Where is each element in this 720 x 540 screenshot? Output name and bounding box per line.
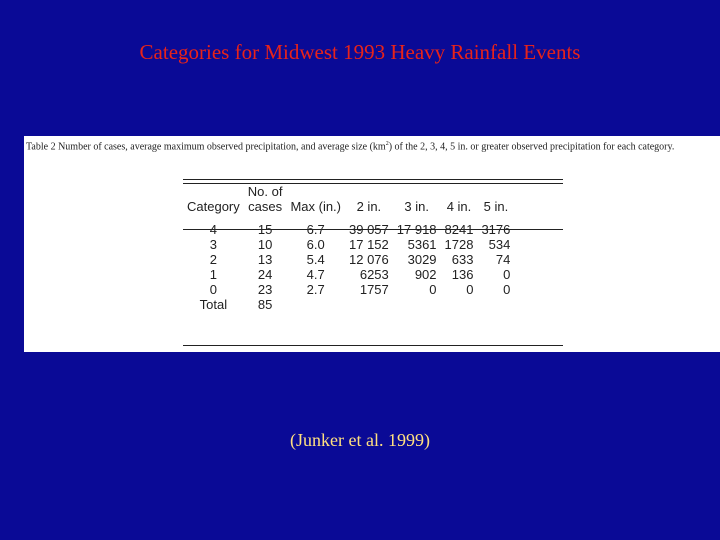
cell: 5.4 xyxy=(306,252,325,267)
caption-text-post: ) of the 2, 3, 4, 5 in. or greater observed precipitation for each category. xyxy=(388,141,675,153)
cell: 6253 xyxy=(359,267,389,282)
header-cell-5in: 5 in. xyxy=(483,199,509,214)
cell: 8241 xyxy=(444,222,474,237)
header-cell xyxy=(477,180,514,199)
citation-text: (Junker et al. 1999) xyxy=(290,430,430,450)
caption-superscript: 2 xyxy=(385,141,389,147)
cell: 902 xyxy=(414,267,437,282)
slide-title: Categories for Midwest 1993 Heavy Rainfall Events xyxy=(139,40,581,64)
table-row xyxy=(183,282,514,297)
cell: 12 076 xyxy=(349,252,389,267)
cell: 1728 xyxy=(444,237,474,252)
cell: 85 xyxy=(257,297,273,312)
cell: 633 xyxy=(451,252,474,267)
data-table xyxy=(183,180,514,312)
cell: 2.7 xyxy=(306,282,325,297)
cell xyxy=(441,297,478,312)
header-cell-4in: 4 in. xyxy=(446,199,472,214)
cell: Total xyxy=(199,297,228,312)
cell: 4 xyxy=(209,222,217,237)
cell: 1757 xyxy=(359,282,389,297)
header-cell xyxy=(286,180,345,199)
cell: 0 xyxy=(503,267,511,282)
cell: 534 xyxy=(488,237,511,252)
table-row xyxy=(183,214,514,237)
cell: 0 xyxy=(209,282,217,297)
cell: 23 xyxy=(257,282,273,297)
table-header-row xyxy=(183,199,514,214)
header-cell xyxy=(183,180,244,199)
cell: 74 xyxy=(495,252,511,267)
header-cell-max: Max (in.) xyxy=(290,199,341,214)
cell: 13 xyxy=(257,252,273,267)
cell: 10 xyxy=(257,237,273,252)
table-figure xyxy=(24,136,720,352)
table-header-row-top xyxy=(183,180,514,199)
cell xyxy=(393,297,441,312)
header-cell-3in: 3 in. xyxy=(404,199,429,214)
cell: 6.0 xyxy=(306,237,325,252)
caption-text-pre: Table 2 Number of cases, average maximum observed precipitation, and average size (km xyxy=(26,141,386,153)
table-bottom-rule xyxy=(183,345,563,346)
table-row xyxy=(183,237,514,252)
cell: 15 xyxy=(257,222,273,237)
header-cell xyxy=(345,180,393,199)
table-row-total xyxy=(183,297,514,312)
citation xyxy=(0,430,720,451)
cell: 3176 xyxy=(481,222,511,237)
cell: 136 xyxy=(451,267,474,282)
cell: 4.7 xyxy=(306,267,325,282)
cell: 3 xyxy=(209,237,217,252)
cell xyxy=(286,297,345,312)
cell: 6.7 xyxy=(306,222,325,237)
cell: 24 xyxy=(257,267,273,282)
header-cell xyxy=(441,180,478,199)
cell: 1 xyxy=(209,267,217,282)
cell: 17 152 xyxy=(349,237,389,252)
cell: 17 918 xyxy=(396,222,437,237)
cell: 0 xyxy=(466,282,474,297)
cell: 3029 xyxy=(407,252,437,267)
header-cell-category: Category xyxy=(187,199,240,214)
header-cell xyxy=(393,180,441,199)
cell xyxy=(345,297,393,312)
header-cell-2in: 2 in. xyxy=(356,199,382,214)
table-row xyxy=(183,267,514,282)
table-row xyxy=(183,252,514,267)
cell: 0 xyxy=(503,282,511,297)
cell: 5361 xyxy=(407,237,437,252)
cell: 0 xyxy=(429,282,437,297)
cell: 2 xyxy=(209,252,217,267)
header-cell: No. of xyxy=(247,184,283,199)
header-cell-cases: cases xyxy=(248,199,283,214)
cell xyxy=(477,297,514,312)
table-caption xyxy=(26,138,718,153)
cell: 39 057 xyxy=(349,222,389,237)
